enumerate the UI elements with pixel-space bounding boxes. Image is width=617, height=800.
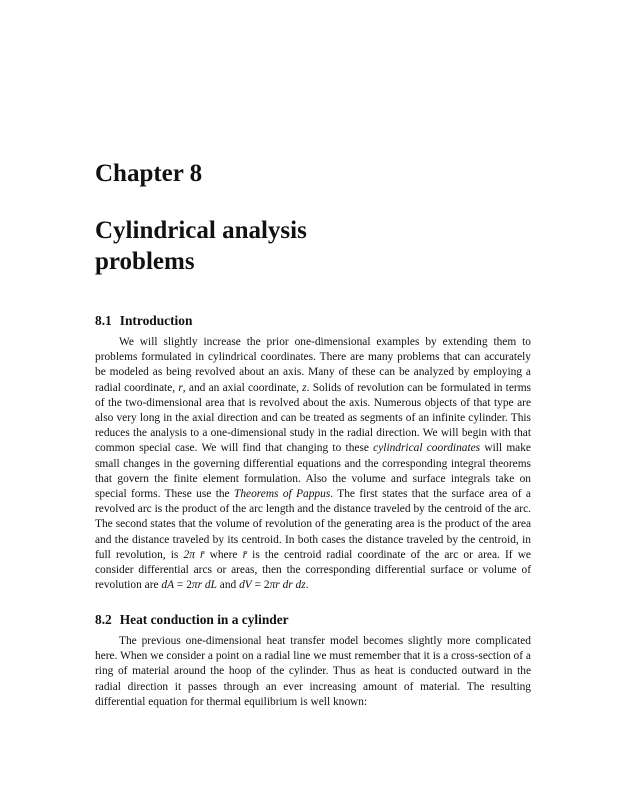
text-run: . Solids of revolution can be formulated in terms of the two-dimensional area that is revolved about the axis. Numerous objects of that type are also very long in the axial direction and can be treated as segments of an infinite cylinder. This reduces the analysis to a one-dimensional study in the radial direction. We will begin with that common special case. We will find that changing to these	[95, 381, 531, 455]
text-run: The previous one-dimensional heat transfer model becomes slightly more complicated here. When we consider a point on a radial line we must remember that it is a cross-section of a ring of material around the hoop of the cylinder. Thus as heat is conducted outward in the radial direction it passes through an ever increasing amount of material. The resulting differential equation for thermal equilibrium is well known:	[95, 635, 531, 708]
heat-conduction-paragraph	[95, 634, 531, 710]
italic-text-run: πr dL	[191, 579, 217, 592]
section-heading-introduction	[95, 313, 192, 329]
section-number: 8.2	[95, 612, 112, 627]
introduction-paragraph	[95, 335, 531, 593]
chapter-title-line-1: Cylindrical analysis	[95, 217, 307, 244]
italic-text-run: 2π r̄	[183, 548, 205, 561]
text-run: = 2	[251, 579, 270, 592]
italic-text-run: dV	[239, 579, 252, 592]
section-title: Introduction	[119, 313, 193, 328]
text-run: will make small changes in the governing differential equations and the corresponding integral theorems that govern the finite element formulation. Also the volume and surface integrals take on special forms. These use the	[95, 442, 531, 501]
italic-text-run: r	[178, 381, 183, 394]
italic-text-run: z	[302, 381, 307, 394]
text-run: where	[204, 548, 243, 561]
text-run: We will slightly increase the prior one-dimensional examples by extending them to problems formulated in cylindrical coordinates. There are many problems that can accurately be modeled as being revolved about an axis. Many of these can be analyzed by employing a radial coordinate,	[95, 336, 531, 394]
chapter-label: Chapter 8	[95, 160, 203, 187]
text-run: , and an axial coordinate,	[182, 381, 303, 394]
italic-text-run: cylindrical coordinates	[373, 442, 481, 455]
text-run: .	[305, 579, 309, 592]
text-run: is the centroid radial coordinate of the arc or area. If we consider differential arcs or areas, then the corresponding differential surface or volume of revolution are	[95, 548, 531, 592]
text-run: = 2	[174, 579, 192, 592]
text-run: and	[216, 579, 240, 592]
section-title: Heat conduction in a cylinder	[119, 612, 289, 627]
italic-text-run: πr dr dz	[269, 579, 306, 592]
section-heading-heat-conduction	[95, 612, 289, 628]
section-number: 8.1	[95, 313, 112, 328]
italic-text-run: Theorems of Pappus	[233, 488, 331, 501]
text-run: . The first states that the surface area of a revolved arc is the product of the arc length and the distance traveled by the centroid of the arc. The second states that the volume of revolution of the generating area is the product of the area and the distance traveled by its centroid. In both cases the distance traveled by the centroid, in full revolution, is	[95, 488, 531, 561]
chapter-title	[95, 215, 495, 277]
italic-text-run: dA	[161, 579, 175, 592]
chapter-title-line-2: problems	[95, 248, 195, 275]
italic-text-run: r̄	[242, 548, 248, 561]
